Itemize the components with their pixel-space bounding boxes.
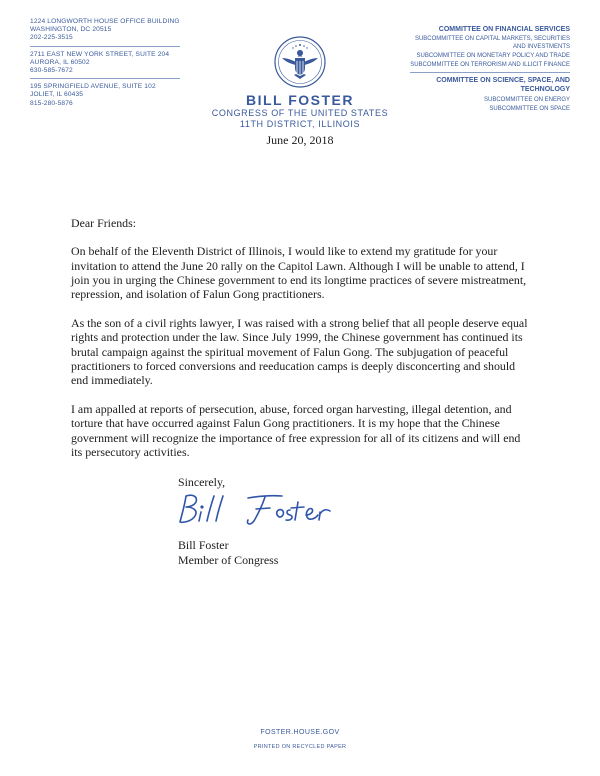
paragraph: I am appalled at reports of persecution, abuse, forced organ harvesting, illegal detention, and torture that have occurred against Falun Gong practitioners. It is my hope that the Chinese government will recognize the importance of free expression for all of its citizens and will end its persecutory activities.: [71, 401, 521, 459]
footer-recycled-note: PRINTED ON RECYCLED PAPER: [253, 744, 347, 750]
office-address-line: 1224 LONGWORTH HOUSE OFFICE BUILDING: [30, 18, 180, 25]
salutation: Dear Friends:: [71, 216, 137, 230]
district-line: 11TH DISTRICT, ILLINOIS: [239, 119, 361, 129]
chamber-line: CONGRESS OF THE UNITED STATES: [211, 108, 389, 118]
committee-title: COMMITTEE ON FINANCIAL SERVICES: [438, 26, 570, 33]
office-phone: 815-280-5876: [30, 99, 73, 107]
divider: [410, 72, 570, 73]
divider: [30, 78, 180, 79]
member-name: BILL FOSTER: [245, 92, 355, 108]
paragraph: On behalf of the Eleventh District of Illinois, I would like to extend my gratitude for your invitation to attend the June 20 rally on the Capitol Lawn. Although I will be unable to attend, I join you in urging the Chinese government to end its longtime practices of severe mistreatment, repression, and isolation of Falun Gong practitioners.: [71, 244, 527, 302]
letter-footer: [200, 728, 400, 751]
office-phone: 202-225-3515: [30, 34, 73, 42]
divider: [30, 46, 180, 47]
footer-website: FOSTER.HOUSE.GOV: [260, 729, 340, 736]
office-address-line: 2711 EAST NEW YORK STREET, SUITE 204: [30, 50, 170, 58]
signer-title: Member of Congress: [178, 552, 279, 567]
subcommittee: SUBCOMMITTEE ON MONETARY POLICY AND TRADE: [416, 52, 570, 59]
subcommittee: SUBCOMMITTEE ON SPACE: [489, 106, 570, 113]
committee-title: COMMITTEE ON SCIENCE, SPACE, AND TECHNOLOGY: [436, 77, 570, 93]
subcommittee: SUBCOMMITTEE ON TERRORISM AND ILLICIT FINANCE: [410, 62, 570, 69]
office-city-line: JOLIET, IL 60435: [30, 91, 84, 99]
letter-body: [71, 216, 533, 474]
office-aurora: [30, 51, 180, 76]
subcommittee: SUBCOMMITTEE ON CAPITAL MARKETS, SECURITIES AND INVESTMENTS: [414, 36, 570, 50]
paragraph: As the son of a civil rights lawyer, I was raised with a strong belief that all people deserve equal rights and protection under the law. Since July 1999, the Chinese government has continued its brutal campaign against the spiritual movement of Falun Gong. The subjugation of peaceful practitioners to forced conversions and reeducation camps is deeply disconcerting and should end immediately.: [71, 315, 528, 388]
closing: Sincerely,: [178, 475, 226, 489]
signature-block: [178, 538, 278, 567]
office-city-line: AURORA, IL 60502: [30, 58, 90, 66]
letterhead-title: [150, 92, 450, 148]
committee-financial-services: [410, 26, 570, 69]
signer-name: Bill Foster: [178, 538, 229, 552]
letter-date: June 20, 2018: [266, 133, 334, 147]
signature-icon: [170, 488, 360, 532]
office-city-line: WASHINGTON, DC 20515: [30, 26, 112, 34]
office-address-line: 195 SPRINGFIELD AVENUE, SUITE 102: [30, 83, 156, 91]
office-phone: 630-585-7672: [30, 67, 73, 75]
office-dc: [30, 18, 180, 43]
subcommittee: SUBCOMMITTEE ON ENERGY: [483, 97, 570, 104]
congressional-seal-icon: [274, 36, 326, 88]
